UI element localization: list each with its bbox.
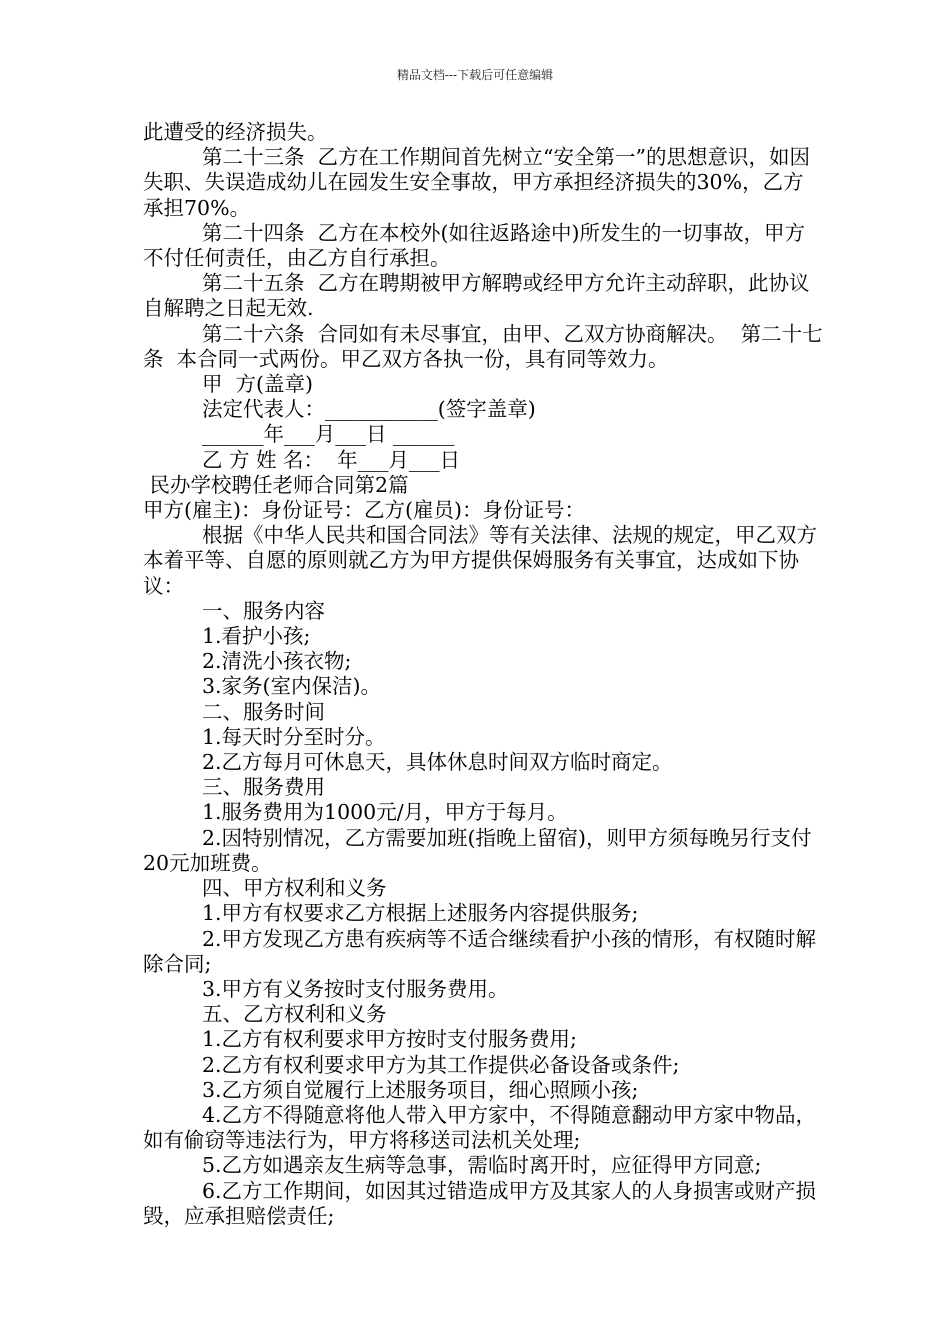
paragraph: 3.乙方须自觉履行上述服务项目，细心照顾小孩; <box>202 1077 639 1102</box>
paragraph: 1.甲方有权要求乙方根据上述服务内容提供服务; <box>202 901 639 926</box>
paragraph: 一、服务内容 <box>202 598 325 623</box>
paragraph: 第二十五条 乙方在聘期被甲方解聘或经甲方允许主动辞职，此协议自解聘之日起无效. <box>143 271 810 321</box>
paragraph: 3.甲方有义务按时支付服务费用。 <box>202 976 509 1001</box>
paragraph: 1.看护小孩; <box>202 624 311 649</box>
page-header: 精品文档---下载后可任意编辑 <box>396 68 554 82</box>
paragraph: 五、乙方权利和义务 <box>202 1002 387 1027</box>
paragraph: 4.乙方不得随意将他人带入甲方家中，不得随意翻动甲方家中物品，如有偷窃等违法行为，甲方将移送司法机关处理; <box>143 1102 817 1153</box>
paragraph: 第二十三条 乙方在工作期间首先树立“安全第一”的思想意识，如因失职、失误造成幼儿在园发生安全事故，甲方承担经济损失的30%，乙方承担70%。 <box>143 145 810 220</box>
paragraph: 5.乙方如遇亲友生病等急事，需临时离开时，应征得甲方同意; <box>202 1153 762 1178</box>
paragraph: 6.乙方工作期间，如因其过错造成甲方及其家人的人身损害或财产损毁，应承担赔偿责任; <box>143 1178 817 1228</box>
paragraph: 根据《中华人民共和国合同法》等有关法律、法规的规定，甲乙双方本着平等、自愿的原则就乙方为甲方提供保姆服务有关事宜，达成如下协议： <box>143 523 817 598</box>
paragraph: 四、甲方权利和义务 <box>202 876 387 901</box>
paragraph: 乙 方 姓 名： 年___月___日 <box>202 447 461 472</box>
paragraph: 甲方(雇主)：身份证号：乙方(雇员)：身份证号： <box>143 498 585 523</box>
paragraph: 1.服务费用为1000元/月，甲方于每月。 <box>202 800 568 825</box>
paragraph: 民办学校聘任老师合同第2篇 <box>143 472 409 497</box>
paragraph: 2.清洗小孩衣物; <box>202 649 352 674</box>
paragraph: 2.因特别情况，乙方需要加班(指晚上留宿)，则甲方须每晚另行支付20元加班费。 <box>143 825 812 875</box>
paragraph: 2.乙方有权利要求甲方为其工作提供必备设备或条件; <box>202 1052 680 1077</box>
paragraph: 第二十六条 合同如有未尽事宜，由甲、乙双方协商解决。 第二十七条 本合同一式两份。甲乙双方各执一份，具有同等效力。 <box>143 321 823 371</box>
paragraph: 三、服务费用 <box>202 775 325 800</box>
paragraph: 二、服务时间 <box>202 699 325 724</box>
paragraph: 2.甲方发现乙方患有疾病等不适合继续看护小孩的情形，有权随时解除合同; <box>143 926 817 976</box>
document-body <box>143 120 823 1229</box>
paragraph: 甲 方(盖章) <box>202 372 314 397</box>
paragraph: 法定代表人：___________(签字盖章) <box>202 397 536 422</box>
paragraph: 第二十四条 乙方在本校外(如往返路途中)所发生的一切事故，甲方不付任何责任，由乙方自行承担。 <box>143 220 806 271</box>
paragraph: 3.家务(室内保洁)。 <box>202 674 382 699</box>
paragraph: 2.乙方每月可休息天，具体休息时间双方临时商定。 <box>202 750 673 775</box>
paragraph: 1.乙方有权利要求甲方按时支付服务费用; <box>202 1027 577 1052</box>
paragraph: ______年___月___日 ______ <box>202 422 455 447</box>
paragraph: 1.每天时分至时分。 <box>202 724 386 749</box>
paragraph: 此遭受的经济损失。 <box>143 120 328 144</box>
